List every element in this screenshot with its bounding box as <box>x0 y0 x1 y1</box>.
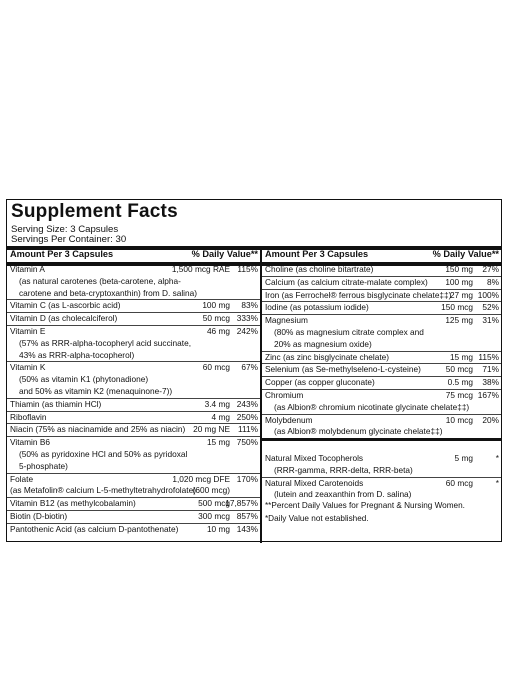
nutrient-name: (RRR-gamma, RRR-delta, RRR-beta) <box>274 464 413 475</box>
facts-row <box>262 489 501 501</box>
nutrient-name: Molybdenum <box>265 414 313 425</box>
nutrient-daily-value: 115% <box>237 264 258 274</box>
nutrient-daily-value: 38% <box>482 377 499 388</box>
nutrient-amount: 100 mg <box>445 276 473 287</box>
nutrient-name: (57% as RRR-alpha-tocopheryl acid succinate, <box>19 337 192 348</box>
nutrient-daily-value: 27% <box>482 264 499 274</box>
supplement-facts-panel <box>6 199 502 542</box>
nutrient-name: Vitamin D (as cholecalciferol) <box>10 313 118 324</box>
nutrient-name: 43% as RRR-alpha-tocopherol) <box>19 349 135 360</box>
nutrient-name: 5-phosphate) <box>19 460 68 471</box>
nutrient-amount: 125 mg <box>445 315 473 326</box>
nutrient-daily-value: 167% <box>477 389 499 400</box>
facts-row <box>7 325 260 338</box>
nutrient-amount: 150 mcg <box>441 302 473 313</box>
facts-row <box>262 289 501 302</box>
nutrient-daily-value: 17,857% <box>225 498 258 509</box>
nutrient-daily-value: 20% <box>482 414 499 425</box>
nutrient-name: Copper (as copper gluconate) <box>265 377 375 388</box>
facts-row <box>262 414 501 427</box>
nutrient-amount: 50 mcg <box>445 364 473 375</box>
facts-row <box>7 398 260 411</box>
nutrient-daily-value: 143% <box>236 523 258 534</box>
facts-row <box>262 276 501 289</box>
nutrient-amount: 500 mcg <box>198 498 230 509</box>
right-header-amount: Amount Per 3 Capsules <box>265 249 369 259</box>
nutrient-amount: 60 mcg <box>202 362 230 373</box>
facts-row <box>262 402 501 414</box>
nutrient-amount: 75 mcg <box>445 389 473 400</box>
facts-row <box>7 361 260 374</box>
nutrient-daily-value: 242% <box>236 325 258 336</box>
nutrient-amount: 10 mcg <box>445 414 473 425</box>
facts-row <box>7 423 260 436</box>
nutrient-name: Vitamin C (as L-ascorbic acid) <box>10 300 121 311</box>
nutrient-name: Niacin (75% as niacinamide and 25% as niacin) <box>10 424 186 435</box>
nutrient-amount: 20 mg NE <box>193 424 230 435</box>
nutrient-name: Choline (as choline bitartrate) <box>265 264 374 274</box>
facts-row <box>262 327 501 339</box>
nutrient-daily-value: 100% <box>477 289 499 300</box>
nutrient-name: 20% as magnesium oxide) <box>274 338 372 349</box>
nutrient-daily-value: 83% <box>241 300 258 311</box>
left-header-dv: % Daily Value** <box>191 249 258 259</box>
facts-row <box>7 473 260 486</box>
nutrient-daily-value: 67% <box>241 362 258 373</box>
nutrient-daily-value: 857% <box>236 510 258 521</box>
nutrient-name: Selenium (as Se-methylseleno-L-cysteine) <box>265 364 421 375</box>
nutrient-amount: (600 mcg) <box>192 485 230 496</box>
nutrient-name: Vitamin B12 (as methylcobalamin) <box>10 498 136 509</box>
facts-row <box>262 264 501 276</box>
nutrient-name: (50% as vitamin K1 (phytonadione) <box>19 374 149 385</box>
nutrient-name: Pantothenic Acid (as calcium D-pantothenate) <box>10 523 179 534</box>
nutrient-name: Iron (as Ferrochel® ferrous bisglycinate chelate‡‡) <box>265 289 452 300</box>
facts-row <box>7 312 260 325</box>
nutrient-amount: 0.5 mg <box>447 377 473 388</box>
nutrient-daily-value: 250% <box>236 411 258 422</box>
serving-size: Serving Size: 3 Capsules <box>11 224 119 235</box>
nutrient-name: Vitamin E <box>10 325 46 336</box>
facts-row <box>262 351 501 364</box>
nutrient-name: Biotin (D-biotin) <box>10 510 68 521</box>
nutrient-name: Calcium (as calcium citrate-malate complex) <box>265 276 428 287</box>
footnote-not-established: *Daily Value not established. <box>265 514 369 523</box>
right-header-dv: % Daily Value** <box>432 249 499 259</box>
left-header-amount: Amount Per 3 Capsules <box>10 249 114 259</box>
right-rows <box>262 264 501 501</box>
nutrient-daily-value: 170% <box>236 473 258 484</box>
nutrient-daily-value: 115% <box>478 351 499 362</box>
facts-row <box>7 461 260 473</box>
nutrient-name: (as Metafolin® calcium L-5-methyltetrahydrofolate) <box>10 485 196 496</box>
nutrient-name: (lutein and zeaxanthin from D. salina) <box>274 489 412 500</box>
nutrient-name: (as Albion® chromium nicotinate glycinate chelate‡‡) <box>274 401 470 412</box>
nutrient-daily-value: 52% <box>482 302 499 313</box>
nutrient-amount: 150 mg <box>445 264 473 274</box>
nutrient-amount: 46 mg <box>206 325 230 336</box>
facts-row <box>262 376 501 389</box>
nutrient-name: Vitamin K <box>10 362 46 373</box>
facts-row <box>262 314 501 327</box>
nutrient-name: carotene and beta-cryptoxanthin) from D. salina) <box>19 287 198 298</box>
facts-row <box>262 426 501 438</box>
facts-row <box>7 510 260 523</box>
facts-row <box>7 350 260 362</box>
nutrient-name: and 50% as vitamin K2 (menaquinone-7)) <box>19 385 173 396</box>
nutrient-name: Iodine (as potassium iodide) <box>265 302 369 313</box>
footnote-percent-dv: **Percent Daily Values for Pregnant & Nursing Women. <box>265 501 465 510</box>
nutrient-amount: 300 mcg <box>198 510 230 521</box>
facts-row <box>7 436 260 449</box>
left-column-header <box>7 249 260 261</box>
facts-row <box>7 374 260 386</box>
facts-row <box>262 477 501 490</box>
facts-row <box>7 386 260 398</box>
nutrient-daily-value: * <box>495 477 499 488</box>
nutrient-amount: 3.4 mg <box>204 398 230 409</box>
facts-row <box>262 339 501 351</box>
facts-row <box>7 264 260 276</box>
nutrient-amount: 27 mg <box>449 289 473 300</box>
nutrient-name: (50% as pyridoxine HCl and 50% as pyridoxal <box>19 448 188 459</box>
nutrient-daily-value: 750% <box>236 437 258 448</box>
nutrient-daily-value: 333% <box>236 313 258 324</box>
panel-title: Supplement Facts <box>11 201 178 222</box>
nutrient-amount: 4 mg <box>211 411 230 422</box>
facts-row <box>262 389 501 402</box>
nutrient-amount: 5 mg <box>454 452 473 463</box>
facts-row <box>262 465 501 477</box>
facts-row <box>262 438 501 453</box>
nutrient-amount: 1,500 mcg RAE <box>171 264 230 274</box>
nutrient-name: Magnesium <box>265 315 308 326</box>
nutrient-daily-value: 111% <box>238 424 258 435</box>
nutrient-name: Chromium <box>265 389 304 400</box>
nutrient-name: Zinc (as zinc bisglycinate chelate) <box>265 351 390 362</box>
facts-row <box>262 453 501 465</box>
nutrient-name: Natural Mixed Carotenoids <box>265 477 364 488</box>
facts-row <box>7 299 260 312</box>
right-column-header <box>262 249 501 261</box>
facts-row <box>7 485 260 497</box>
left-rows <box>7 264 260 536</box>
nutrient-name: Vitamin A <box>10 264 45 274</box>
nutrient-name: (80% as magnesium citrate complex and <box>274 326 424 337</box>
nutrient-daily-value: 71% <box>482 364 499 375</box>
nutrient-amount: 50 mcg <box>202 313 230 324</box>
nutrient-name: Vitamin B6 <box>10 437 50 448</box>
nutrient-amount: 60 mcg <box>445 477 473 488</box>
nutrient-name: (as Albion® molybdenum glycinate chelate‡‡) <box>274 426 443 437</box>
nutrient-daily-value: * <box>495 452 499 463</box>
servings-per-container: Servings Per Container: 30 <box>11 234 127 245</box>
facts-row <box>7 497 260 510</box>
facts-row <box>7 523 260 536</box>
nutrient-daily-value: 8% <box>487 276 499 287</box>
nutrient-amount: 1,020 mcg DFE <box>172 473 230 484</box>
nutrient-amount: 15 mg <box>449 351 473 362</box>
nutrient-daily-value: 31% <box>482 315 499 326</box>
nutrient-name: Riboflavin <box>10 411 47 422</box>
facts-row <box>7 449 260 461</box>
nutrient-amount: 15 mg <box>206 437 230 448</box>
facts-row <box>262 301 501 314</box>
facts-row <box>7 288 260 300</box>
nutrient-amount: 100 mg <box>202 300 230 311</box>
facts-row <box>7 338 260 350</box>
nutrient-name: (as natural carotenes (beta-carotene, alpha- <box>19 275 181 286</box>
nutrient-name: Folate <box>10 473 34 484</box>
facts-row <box>262 363 501 376</box>
facts-row <box>7 411 260 424</box>
nutrient-amount: 10 mg <box>206 523 230 534</box>
nutrient-name: Natural Mixed Tocopherols <box>265 452 364 463</box>
facts-row <box>7 276 260 288</box>
nutrient-name: Thiamin (as thiamin HCl) <box>10 398 102 409</box>
nutrient-daily-value: 243% <box>236 398 258 409</box>
